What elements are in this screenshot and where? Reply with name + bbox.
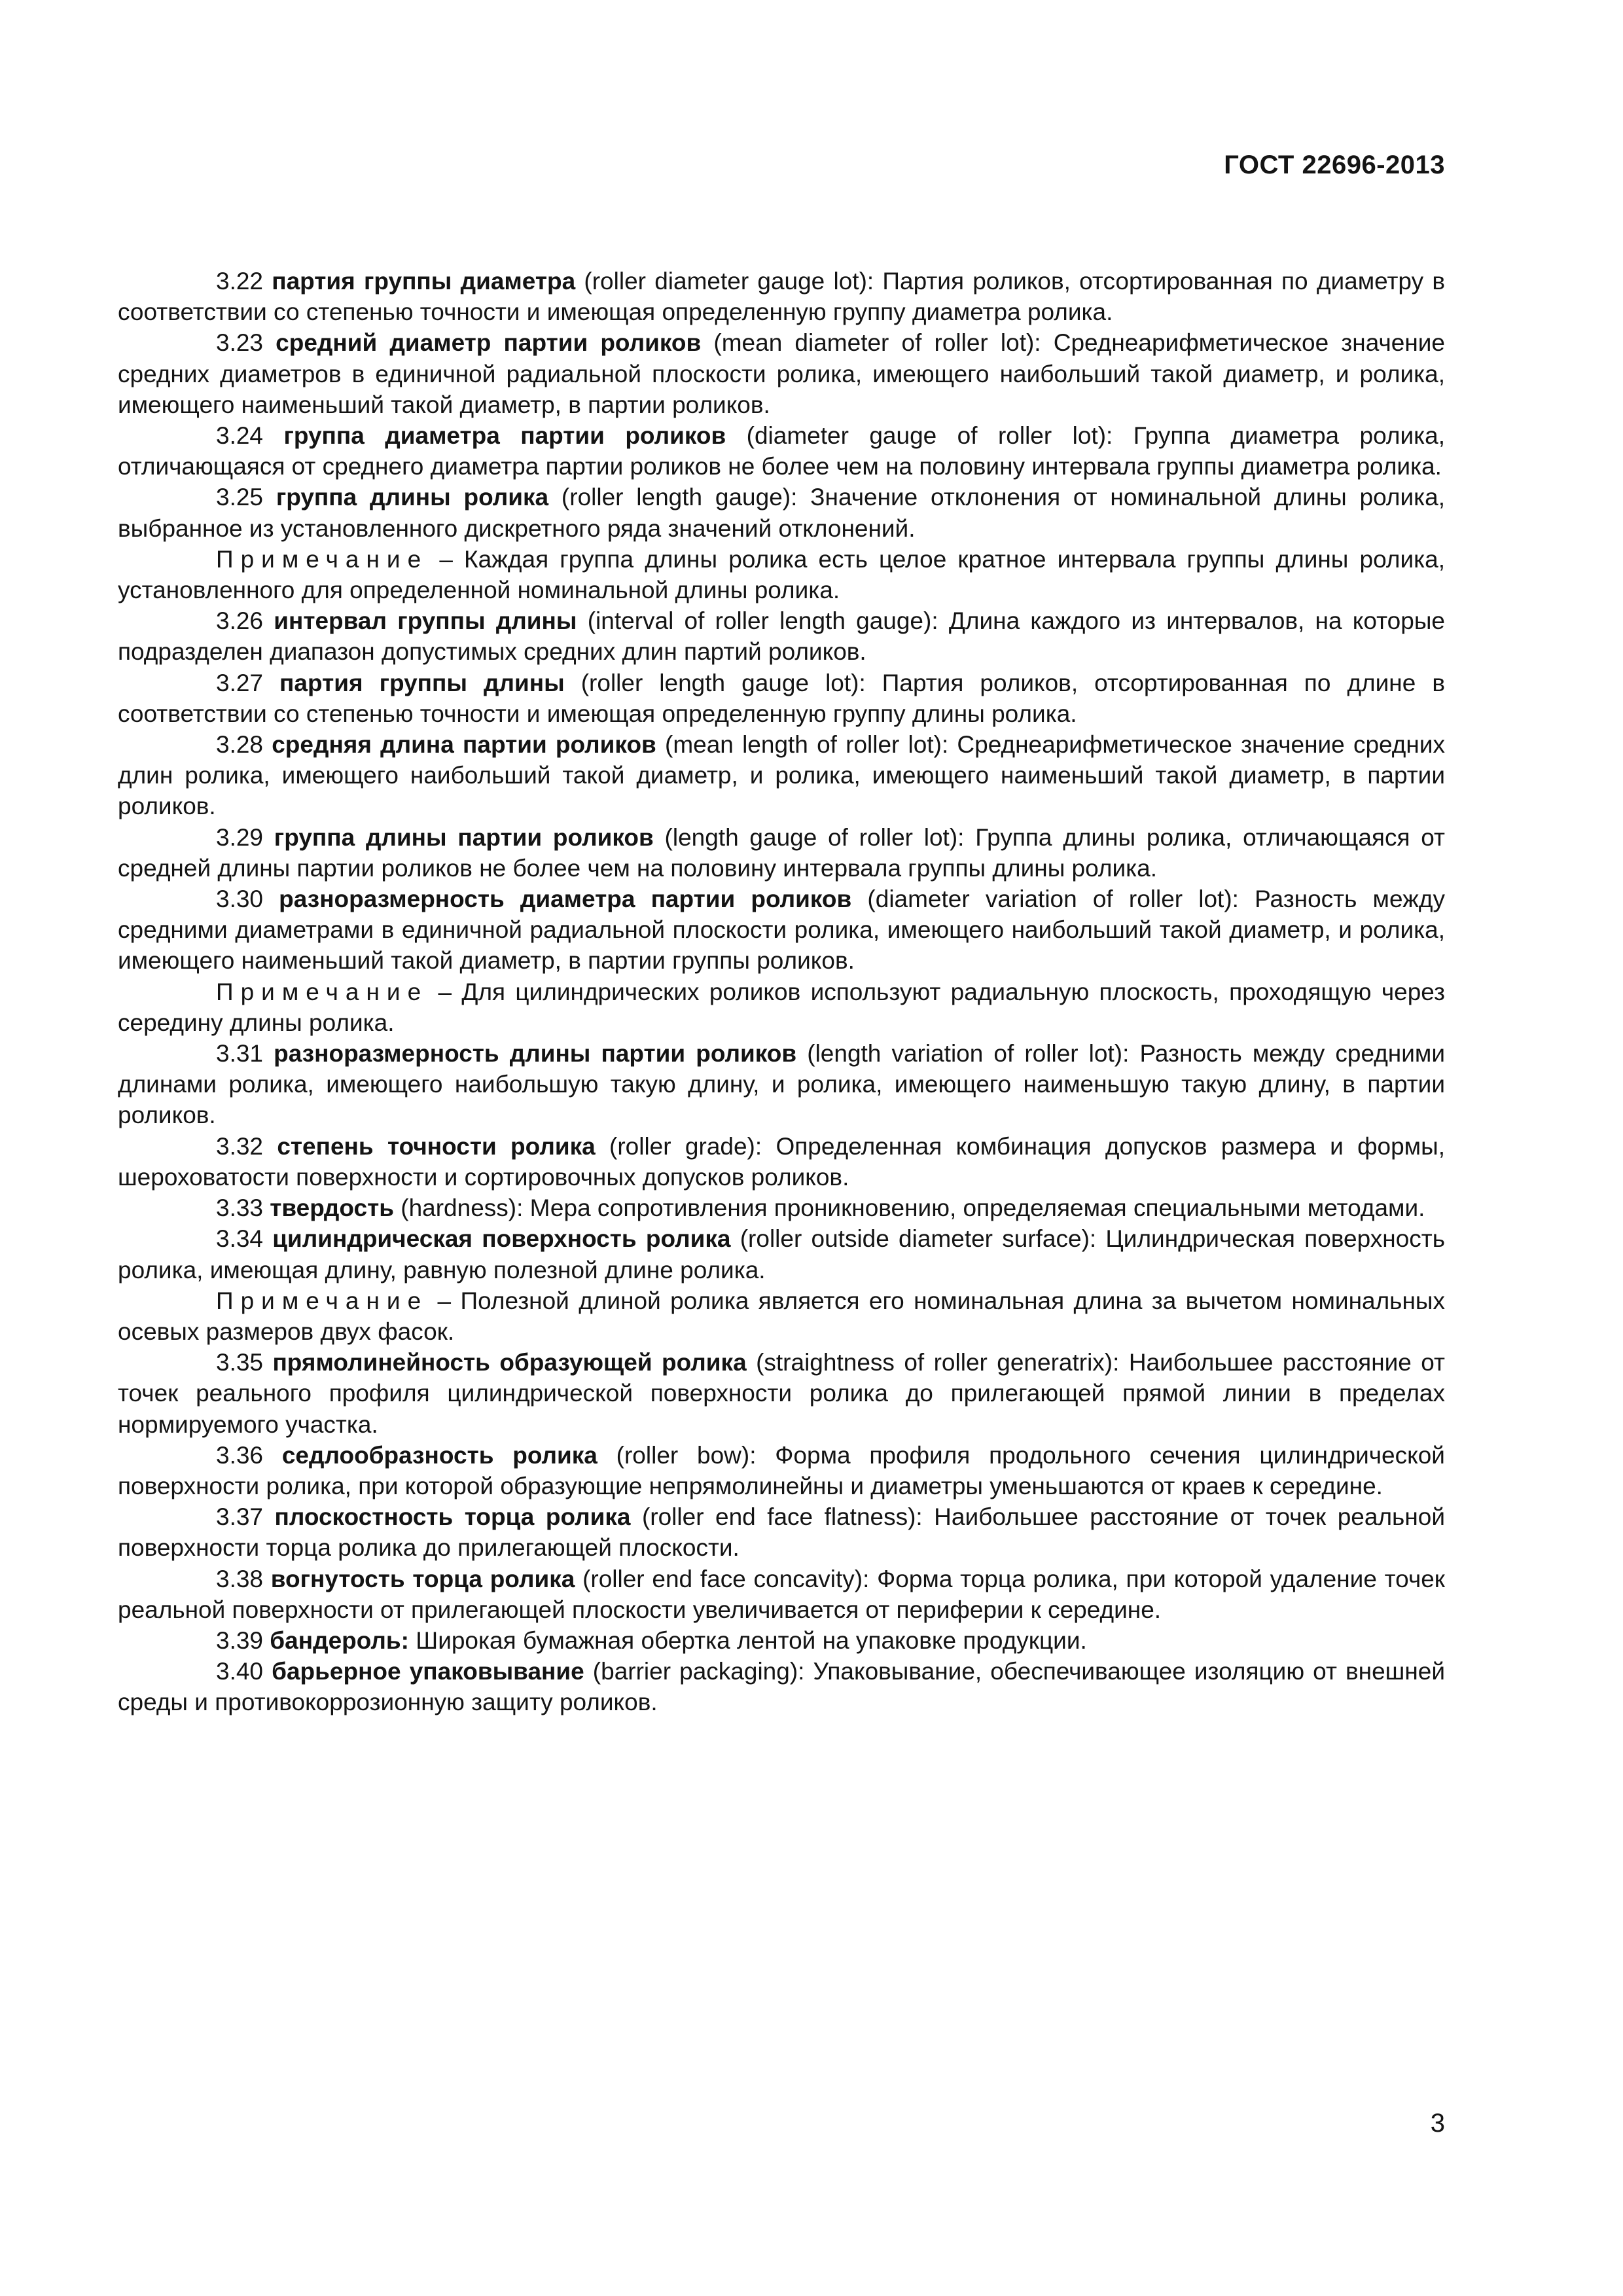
definition-3-22: [118, 266, 1445, 327]
definition-text: (roller bow): Форма профиля продольного сечения цилиндрической поверхности ролика, при которой образующие непрямолинейны и диаметры уменьшаются от краев к середине.: [118, 1441, 1445, 1499]
definition-number: 3.27: [216, 669, 264, 696]
definition-text: (straightness of roller generatrix): Наибольшее расстояние от точек реального профиля цилиндрической поверхности ролика до прилегающей прямой линии в пределах нормируемого участка.: [118, 1349, 1446, 1438]
definition-number: 3.39: [216, 1626, 264, 1654]
definition-3-40: [118, 1656, 1445, 1717]
definition-3-30: [118, 884, 1445, 977]
note-text: – Для цилиндрических роликов используют радиальную плоскость, проходящую через середину длины ролика.: [118, 978, 1445, 1036]
note-label: Примечание: [216, 978, 429, 1005]
definition-3-33: [118, 1193, 1445, 1223]
definition-3-39: [118, 1625, 1445, 1656]
definition-term: средний диаметр партии роликов: [276, 329, 702, 357]
definition-number: 3.29: [216, 823, 264, 851]
definition-text: (barrier packaging): Упаковывание, обеспечивающее изоляцию от внешней среды и противокоррозионную защиту роликов.: [118, 1658, 1446, 1716]
definition-3-26: [118, 605, 1445, 667]
definition-term: прямолинейность образующей ролика: [272, 1349, 747, 1376]
definition-3-37: [118, 1501, 1445, 1563]
definition-3-35: [118, 1347, 1445, 1440]
definition-text: (diameter gauge of roller lot): Группа диаметра ролика, отличающаяся от среднего диаметра партии роликов не более чем на половину интервала группы диаметра ролика.: [118, 422, 1446, 480]
definition-number: 3.33: [216, 1194, 264, 1222]
definition-number: 3.30: [216, 886, 264, 913]
definition-term: твердость: [270, 1194, 394, 1222]
definition-text: (mean length of roller lot): Среднеарифметическое значение средних длин ролика, имеющего наибольший такой диаметр, и ролика, имеющего наименьший такой диаметр, в партии роликов.: [118, 731, 1445, 820]
note-2: [118, 977, 1445, 1038]
definition-text: (roller outside diameter surface): Цилиндрическая поверхность ролика, имеющая длину, равную полезной длине ролика.: [118, 1225, 1445, 1283]
definition-term: степень точности ролика: [277, 1132, 596, 1160]
definition-number: 3.35: [216, 1349, 264, 1376]
definition-term: партия группы длины: [279, 669, 565, 696]
definition-3-36: [118, 1440, 1445, 1501]
note-text: – Каждая группа длины ролика есть целое кратное интервала группы длины ролика, установленного для определенной номинальной длины ролика.: [118, 545, 1445, 604]
definition-text: (roller end face concavity): Форма торца ролика, при которой удаление точек реальной поверхности от прилегающей плоскости увеличивается от периферии к середине.: [118, 1565, 1445, 1623]
definition-3-34: [118, 1223, 1445, 1285]
definition-term: средняя длина партии роликов: [272, 731, 656, 759]
definition-text: (diameter variation of roller lot): Разность между средними диаметрами в единичной радиальной плоскости ролика, имеющего наибольший такой диаметр, и ролика, имеющего наименьший такой диаметр, в партии группы роликов.: [118, 886, 1445, 975]
note-3: [118, 1285, 1445, 1347]
document-code-header: ГОСТ 22696-2013: [1224, 151, 1445, 179]
definition-term: барьерное упаковывание: [272, 1658, 584, 1685]
definition-term: разноразмерность длины партии роликов: [274, 1040, 797, 1067]
definition-number: 3.40: [216, 1658, 264, 1685]
definition-text: (roller grade): Определенная комбинация допусков размера и формы, шероховатости поверхности и сортировочных допусков роликов.: [118, 1132, 1445, 1191]
definition-term: интервал группы длины: [274, 607, 577, 635]
definition-text: (roller length gauge): Значение отклонения от номинальной длины ролика, выбранное из установленного дискретного ряда значений отклонений.: [118, 484, 1446, 542]
note-label: Примечание: [216, 545, 429, 573]
definition-term: вогнутость торца ролика: [270, 1565, 575, 1592]
definition-number: 3.34: [216, 1225, 264, 1253]
definition-3-32: [118, 1131, 1445, 1193]
definition-text: (interval of roller length gauge): Длина каждого из интервалов, на которые подразделен диапазон допустимых средних длин партий роликов.: [118, 607, 1446, 666]
definition-text: (roller length gauge lot): Партия роликов, отсортированная по длине в соответствии со степенью точности и имеющая определенную группу длины ролика.: [118, 669, 1445, 727]
definition-number: 3.25: [216, 484, 264, 511]
definition-number: 3.26: [216, 607, 264, 635]
definition-number: 3.31: [216, 1040, 264, 1067]
definition-number: 3.32: [216, 1132, 264, 1160]
page-number: 3: [1430, 2109, 1445, 2138]
definition-term: бандероль:: [270, 1626, 409, 1654]
note-text: – Полезной длиной ролика является его номинальная длина за вычетом номинальных осевых размеров двух фасок.: [118, 1287, 1445, 1345]
definition-text: (length gauge of roller lot): Группа длины ролика, отличающаяся от средней длины партии роликов не более чем на половину интервала группы длины ролика.: [118, 823, 1445, 882]
definition-term: группа длины партии роликов: [274, 823, 654, 851]
definition-3-28: [118, 729, 1445, 822]
definition-text: (length variation of roller lot): Разность между средними длинами ролика, имеющего наибольшую такую длину, и ролика, имеющего наименьшую такую длину, в партии роликов.: [118, 1040, 1446, 1129]
definition-term: разноразмерность диаметра партии роликов: [279, 886, 852, 913]
definition-number: 3.37: [216, 1503, 264, 1531]
definition-number: 3.38: [216, 1565, 264, 1592]
definition-number: 3.22: [216, 268, 264, 295]
definition-text: (roller diameter gauge lot): Партия роликов, отсортированная по диаметру в соответствии со степенью точности и имеющая определенную группу диаметра ролика.: [118, 268, 1445, 326]
definition-text: (mean diameter of roller lot): Среднеарифметическое значение средних диаметров в единичной радиальной плоскости ролика, имеющего наибольший такой диаметр, и ролика, имеющего наименьший такой диаметр, в партии роликов.: [118, 329, 1446, 418]
definition-3-23: [118, 327, 1445, 420]
note-1: [118, 544, 1445, 605]
definition-term: группа длины ролика: [276, 484, 549, 511]
definition-number: 3.23: [216, 329, 264, 357]
definition-number: 3.28: [216, 731, 264, 759]
definition-3-25: [118, 482, 1445, 543]
definition-3-29: [118, 822, 1445, 884]
definition-term: группа диаметра партии роликов: [283, 422, 726, 450]
definition-3-31: [118, 1038, 1445, 1131]
definition-text: (roller end face flatness): Наибольшее расстояние от точек реальной поверхности торца ролика до прилегающей плоскости.: [118, 1503, 1445, 1562]
definition-3-38: [118, 1564, 1445, 1625]
definition-number: 3.24: [216, 422, 264, 450]
definition-term: цилиндрическая поверхность ролика: [272, 1225, 731, 1253]
definition-text: (hardness): Мера сопротивления проникновению, определяемая специальными методами.: [393, 1194, 1425, 1222]
definitions-body: [118, 266, 1445, 1718]
definition-3-24: [118, 420, 1445, 482]
definition-text: Широкая бумажная обертка лентой на упаковке продукции.: [409, 1626, 1087, 1654]
definition-term: плоскостность торца ролика: [274, 1503, 631, 1531]
definition-3-27: [118, 668, 1445, 729]
definition-term: седлообразность ролика: [281, 1441, 597, 1469]
note-label: Примечание: [216, 1287, 429, 1314]
definition-term: партия группы диаметра: [272, 268, 576, 295]
definition-number: 3.36: [216, 1441, 264, 1469]
